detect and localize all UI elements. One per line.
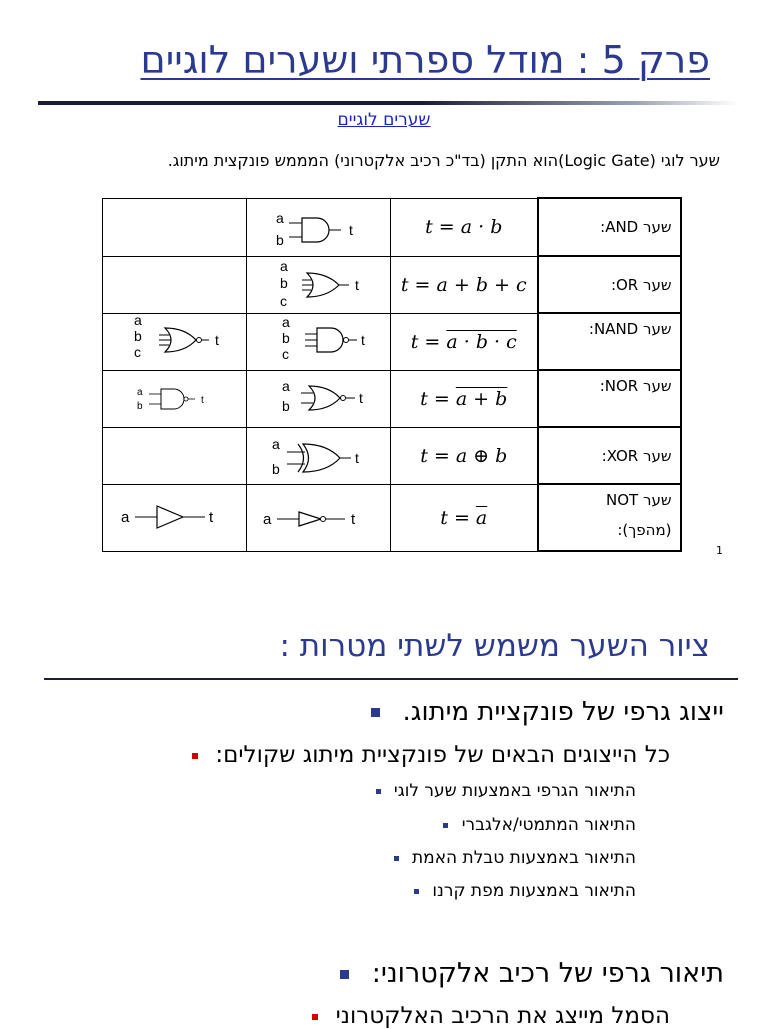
input-label: c: [134, 343, 141, 360]
or-formula: t = a + b + c: [400, 273, 527, 296]
alt-symbol-cell: [103, 427, 247, 484]
input-label: b: [282, 329, 290, 346]
gate-name: שער XOR:: [601, 446, 672, 465]
input-label: b: [276, 232, 284, 248]
input-label: a: [282, 377, 290, 394]
input-label: a: [272, 435, 280, 452]
alt-symbol-cell: [103, 370, 247, 427]
bullet-item: [376, 781, 636, 801]
bullet-text: התיאור הגרפי באמצעות שער לוגי: [393, 781, 636, 801]
bullet-item: [312, 1003, 670, 1029]
table-row: [103, 484, 681, 551]
table-row: [103, 427, 681, 484]
alt-symbol-cell: [103, 198, 247, 256]
formula-cell: [391, 370, 538, 427]
intro-text: שער לוגי (Logic Gate)הוא התקן (בד"כ רכיב אלקטרוני) המממש פונקצית מיתוג.: [167, 151, 720, 170]
gate-name: שער NOR:: [599, 377, 672, 395]
gates-table: [102, 197, 682, 552]
bullet-text: התיאור המתמטי/אלגברי: [461, 815, 636, 835]
table-row: [103, 256, 681, 313]
output-label: t: [355, 449, 359, 466]
input-label: c: [280, 292, 287, 309]
formula-prefix: t =: [440, 506, 476, 529]
bullet-item: [371, 697, 724, 727]
input-label: a: [280, 257, 288, 274]
and-formula: t = a · b: [425, 216, 503, 238]
bullet-square-icon: [371, 708, 380, 717]
bullet-text: ייצוג גרפי של פונקציית מיתוג.: [402, 697, 724, 727]
gate-name-cell: [538, 313, 681, 370]
section-title: ציור השער משמש לשתי מטרות :: [279, 628, 710, 664]
input-label: b: [272, 460, 280, 477]
gate-name: שער AND:: [600, 218, 672, 236]
gate-name-cell: [538, 256, 681, 313]
bullet-text: כל הייצוגים הבאים של פונקציית מיתוג שקולים:: [215, 742, 670, 768]
formula-cell: [391, 198, 538, 256]
page-title: פרק 5 : מודל ספרתי ושערים לוגיים: [140, 38, 710, 82]
bullet-item: [192, 742, 670, 768]
symbol-cell: [247, 256, 391, 313]
title-divider: [38, 101, 738, 105]
and-gate-icon: [247, 199, 391, 255]
bullet-text: הסמל מייצג את הרכיב האלקטרוני: [335, 1003, 670, 1029]
table-row: [103, 198, 681, 256]
input-label: b: [134, 327, 142, 344]
input-label: a: [134, 313, 142, 328]
bullet-text: התיאור באמצעות מפת קרנו: [432, 881, 636, 901]
table-row: [103, 370, 681, 427]
formula-cell: [391, 256, 538, 313]
gate-name: שער NOT: [606, 491, 672, 509]
bullet-square-icon: [312, 1014, 318, 1020]
not-formula-overline: $\overline{a}$: [475, 506, 488, 529]
xor-gate-icon: [247, 428, 391, 484]
symbol-cell: [247, 370, 391, 427]
gate-name-cell: [538, 198, 681, 256]
xor-formula: t = a ⊕ b: [420, 444, 508, 467]
not-gate-icon: [247, 486, 391, 550]
gate-name-note: (מהפך):: [617, 521, 672, 539]
not-alt-gate-icon: [103, 486, 247, 550]
symbol-cell: [247, 198, 391, 256]
symbol-cell: [247, 427, 391, 484]
nor-alt-gate-icon: [103, 371, 247, 427]
bullet-square-icon: [340, 970, 349, 979]
input-label: b: [282, 397, 290, 414]
formula-prefix: t =: [420, 387, 456, 410]
output-label: t: [215, 331, 219, 348]
bullet-square-icon: [192, 753, 198, 759]
output-label: t: [361, 331, 365, 348]
formula-cell: [391, 484, 538, 551]
gate-name: שער NAND:: [588, 320, 672, 338]
output-label: t: [209, 508, 214, 526]
bullet-item: [394, 848, 636, 868]
nand-alt-gate-icon: [103, 314, 247, 370]
gate-name-cell: [538, 370, 681, 427]
bullet-item: [340, 958, 724, 989]
alt-symbol-cell: [103, 484, 247, 551]
input-label: c: [282, 345, 289, 362]
output-label: t: [355, 276, 359, 293]
bullet-square-icon: [394, 856, 399, 861]
bullet-square-icon: [414, 889, 419, 894]
bullet-square-icon: [376, 789, 381, 794]
input-label: b: [137, 400, 143, 412]
section-divider: [44, 678, 738, 680]
symbol-cell: [247, 313, 391, 370]
or-gate-icon: [247, 257, 391, 313]
input-label: a: [121, 508, 130, 526]
alt-symbol-cell: [103, 313, 247, 370]
output-label: t: [349, 222, 353, 238]
nor-formula-overline: a + b: [455, 387, 508, 410]
output-label: t: [359, 389, 363, 406]
gate-name: שער OR:: [610, 275, 672, 294]
input-label: a: [276, 210, 284, 226]
bullet-item: [443, 815, 636, 835]
formula-cell: [391, 313, 538, 370]
output-label: t: [201, 394, 204, 406]
bullet-square-icon: [443, 823, 448, 828]
nor-gate-icon: [247, 371, 391, 427]
bullet-item: [414, 881, 636, 901]
bullet-text: תיאור גרפי של רכיב אלקטרוני:: [371, 958, 724, 989]
bullet-text: התיאור באמצעות טבלת האמת: [411, 848, 636, 868]
logic-gates-link[interactable]: שערים לוגיים: [337, 110, 431, 130]
input-label: a: [282, 313, 290, 330]
table-row: [103, 313, 681, 370]
input-label: a: [263, 510, 272, 528]
alt-symbol-cell: [103, 256, 247, 313]
input-label: a: [137, 386, 143, 398]
gate-name-cell: [538, 427, 681, 484]
formula-cell: [391, 427, 538, 484]
output-label: t: [351, 510, 356, 528]
input-label: b: [280, 274, 288, 291]
nand-formula-overline: a · b · c: [446, 330, 517, 353]
gate-name-cell: [538, 484, 681, 551]
page-number: 1: [716, 544, 723, 557]
nand-gate-icon: [247, 314, 391, 370]
symbol-cell: [247, 484, 391, 551]
formula-prefix: t =: [410, 330, 447, 353]
